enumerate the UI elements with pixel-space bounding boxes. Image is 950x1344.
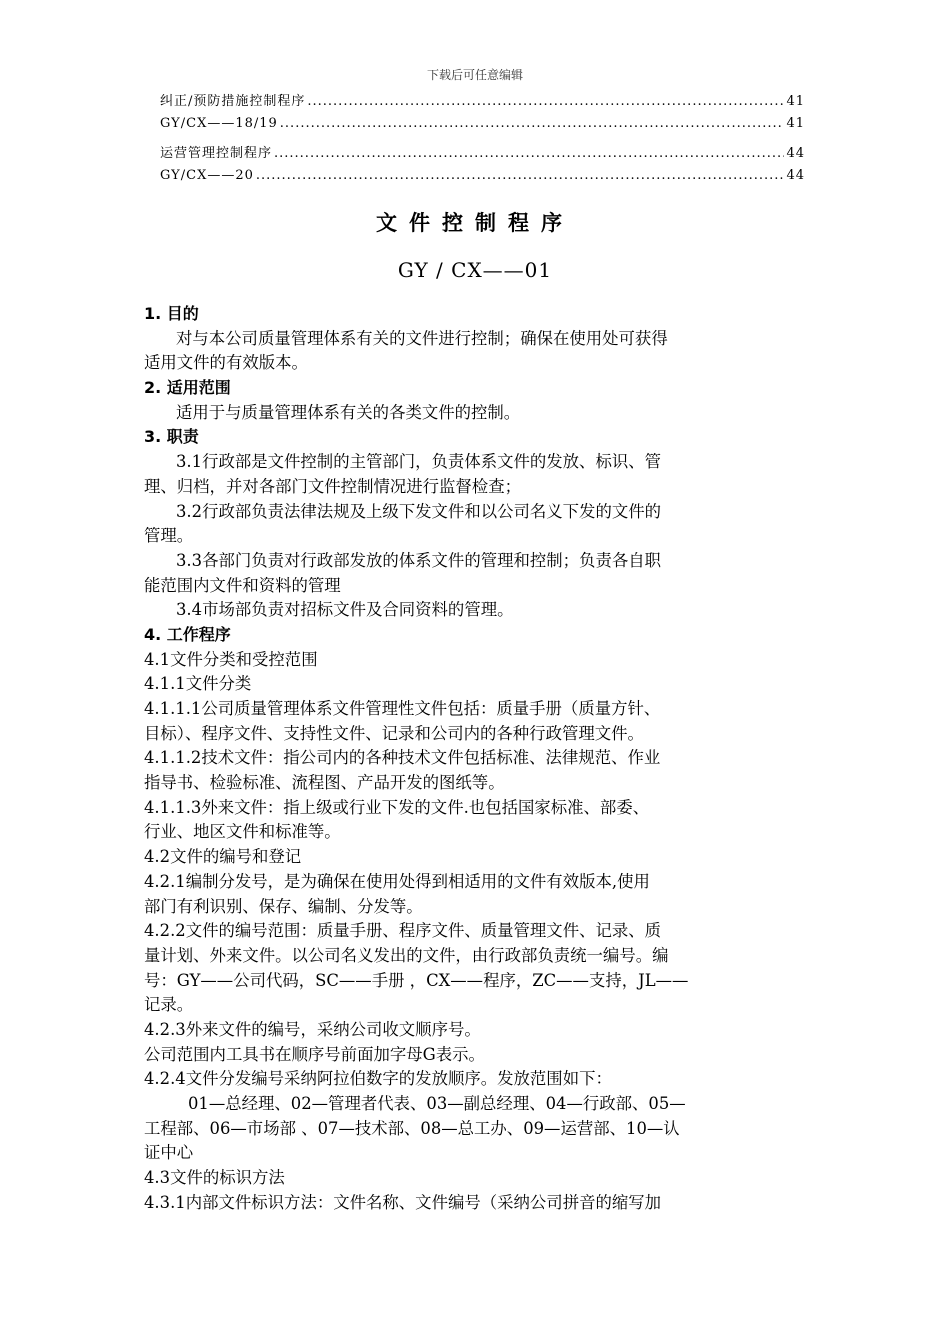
toc-entry-title: 运营管理控制程序 xyxy=(160,146,273,161)
subsection-heading: 4.2文件的编号和登记 xyxy=(144,847,302,867)
paragraph-line: 适用于与质量管理体系有关的各类文件的控制。 xyxy=(176,402,521,422)
paragraph-line: 4.1.1.3外来文件：指上级或行业下发的文件.也包括国家标准、部委、 xyxy=(144,797,650,817)
subsection-heading: 4.3文件的标识方法 xyxy=(144,1168,285,1188)
toc-entry-page: 44 xyxy=(786,146,805,161)
paragraph-line: 能范围内文件和资料的管理 xyxy=(144,575,341,595)
paragraph-line: 01—总经理、02—管理者代表、03—副总经理、04—行政部、05— xyxy=(188,1094,686,1113)
document-body xyxy=(144,302,806,1215)
paragraph-line: 3.1行政部是文件控制的主管部门，负责体系文件的发放、标识、管 xyxy=(176,452,662,472)
toc-leader-dots xyxy=(274,146,784,161)
toc-entry-title: GY/CX——18/19 xyxy=(160,116,278,131)
toc-entry[interactable] xyxy=(160,168,805,194)
toc-entry[interactable] xyxy=(160,142,805,168)
section-heading: 1. 目的 xyxy=(144,304,199,323)
paragraph-line: 号：GY——公司代码，SC——手册 ，CX——程序，ZC——支持，JL—— xyxy=(144,970,689,990)
toc-leader-dots xyxy=(256,168,785,183)
subsection-heading: 4.1文件分类和受控范围 xyxy=(144,649,318,669)
toc-entry[interactable] xyxy=(160,90,805,116)
page-header: 下载后可任意编辑 xyxy=(426,68,523,82)
toc-entry-page: 44 xyxy=(786,168,805,183)
toc-entry-page: 41 xyxy=(786,94,805,109)
paragraph-line: 4.3.1内部文件标识方法：文件名称、文件编号（采纳公司拼音的缩写加 xyxy=(144,1192,662,1212)
subsection-heading: 4.1.1文件分类 xyxy=(144,674,252,694)
paragraph-line: 4.2.2文件的编号范围：质量手册、程序文件、质量管理文件、记录、质 xyxy=(144,921,662,941)
paragraph-line: 4.2.1编制分发号，是为确保在使用处得到相适用的文件有效版本,使用 xyxy=(144,871,650,891)
toc-entry-page: 41 xyxy=(786,116,805,131)
paragraph-line: 适用文件的有效版本。 xyxy=(144,353,308,373)
paragraph-line: 工程部、06—市场部 、07—技术部、08—总工办、09—运营部、10—认 xyxy=(144,1118,680,1138)
paragraph-line: 3.4市场部负责对招标文件及合同资料的管理。 xyxy=(176,600,514,620)
document-code: GY / CX——01 xyxy=(397,258,553,282)
toc-entry-title: 纠正/预防措施控制程序 xyxy=(160,94,306,109)
section-heading: 2. 适用范围 xyxy=(144,378,231,398)
paragraph-line: 4.1.1.1公司质量管理体系文件管理性文件包括：质量手册（质量方针、 xyxy=(144,699,661,718)
table-of-contents xyxy=(160,90,805,194)
paragraph-line: 4.2.3外来文件的编号，采纳公司收文顺序号。 xyxy=(144,1019,481,1039)
paragraph-line: 4.1.1.2技术文件：指公司内的各种技术文件包括标准、法律规范、作业 xyxy=(144,748,661,768)
paragraph-line: 3.2行政部负责法律法规及上级下发文件和以公司名义下发的文件的 xyxy=(176,501,662,521)
paragraph-line: 目标）、程序文件、支持性文件、记录和公司内的各种行政管理文件。 xyxy=(144,723,644,743)
toc-leader-dots xyxy=(280,116,785,131)
paragraph-line: 对与本公司质量管理体系有关的文件进行控制；确保在使用处可获得 xyxy=(176,328,668,348)
paragraph-line: 行业、地区文件和标准等。 xyxy=(144,822,341,842)
paragraph-line: 公司范围内工具书在顺序号前面加字母G表示。 xyxy=(144,1044,485,1064)
paragraph-line: 4.2.4文件分发编号采纳阿拉伯数字的发放顺序。发放范围如下： xyxy=(144,1069,612,1089)
toc-entry-title: GY/CX——20 xyxy=(160,168,254,183)
paragraph-line: 3.3各部门负责对行政部发放的体系文件的管理和控制；负责各自职 xyxy=(176,550,662,570)
paragraph-line: 记录。 xyxy=(144,995,194,1015)
paragraph-line: 指导书、检验标准、流程图、产品开发的图纸等。 xyxy=(144,773,505,793)
paragraph-line: 理、归档，并对各部门文件控制情况进行监督检查； xyxy=(144,476,521,496)
section-heading: 3. 职责 xyxy=(144,427,199,447)
paragraph-line: 证中心 xyxy=(144,1143,194,1163)
section-heading: 4. 工作程序 xyxy=(144,624,231,644)
document-title: 文件控制程序 xyxy=(376,211,574,235)
paragraph-line: 部门有利识别、保存、编制、分发等。 xyxy=(144,896,423,916)
toc-leader-dots xyxy=(307,94,784,109)
toc-entry[interactable] xyxy=(160,116,805,142)
paragraph-line: 管理。 xyxy=(144,526,194,546)
paragraph-line: 量计划、外来文件。以公司名义发出的文件，由行政部负责统一编号。编 xyxy=(144,945,669,965)
